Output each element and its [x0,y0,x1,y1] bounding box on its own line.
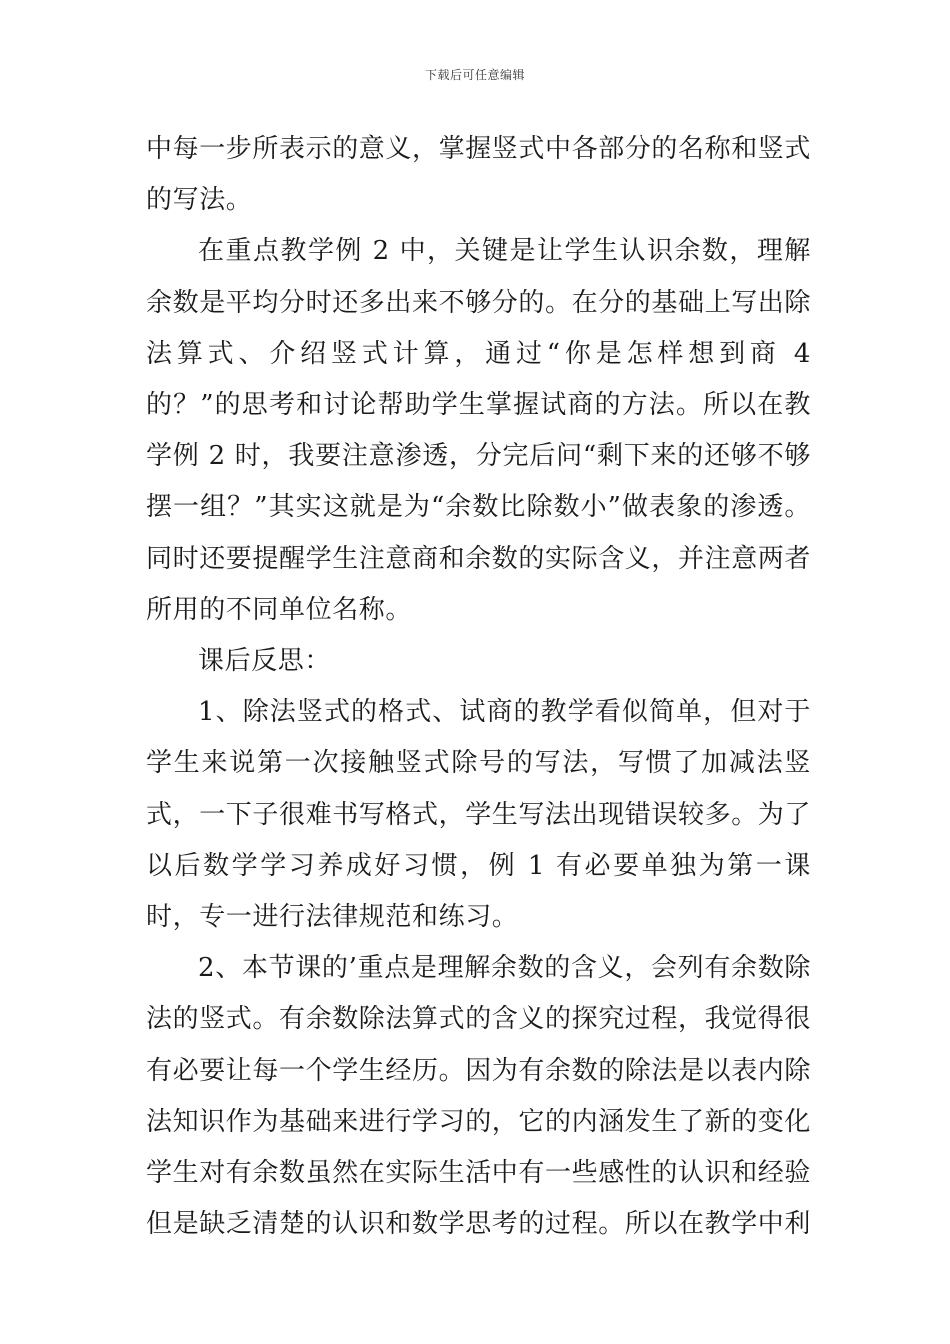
paragraph-reflection-2: 2、本节课的’重点是理解余数的含义，会列有余数除法的竖式。有余数除法算式的含义的探究过程，我觉得很有必要让每一个学生经历。因为有余数的除法是以表内除法知识作为基础来进行学习的，它的内涵发生了新的变化学生对有余数虽然在实际生活中有一些感性的认识和经验但是缺乏清楚的认识和数学思考的过程。所以在教学中利 [146,953,812,1240]
paragraph-1: 中每一步所表示的意义，掌握竖式中各部分的名称和竖式的写法。 [146,134,812,216]
page-header: 下载后可任意编辑 [424,68,525,82]
document-body [146,124,811,1250]
paragraph-reflection-1: 1、除法竖式的格式、试商的教学看似简单，但对于学生来说第一次接触竖式除号的写法，写惯了加减法竖式，一下子很难书写格式，学生写法出现错误较多。为了以后数学学习养成好习惯，例 1 有必要单独为第一课时，专一进行法律规范和练习。 [146,697,812,933]
paragraph-reflection-heading: 课后反思： [198,646,332,677]
paragraph-2: 在重点教学例 2 中，关键是让学生认识余数，理解余数是平均分时还多出来不够分的。在分的基础上写出除法算式、介绍竖式计算，通过“你是怎样想到商 4 的？”的思考和讨论帮助学生掌握试商的方法。所以在教学例 2 时，我要注意渗透，分完后问“剩下来的还够不够摆一组？”其实这就是为“余数比除数小”做表象的渗透。同时还要提醒学生注意商和余数的实际含义，并注意两者所用的不同单位名称。 [146,236,812,625]
